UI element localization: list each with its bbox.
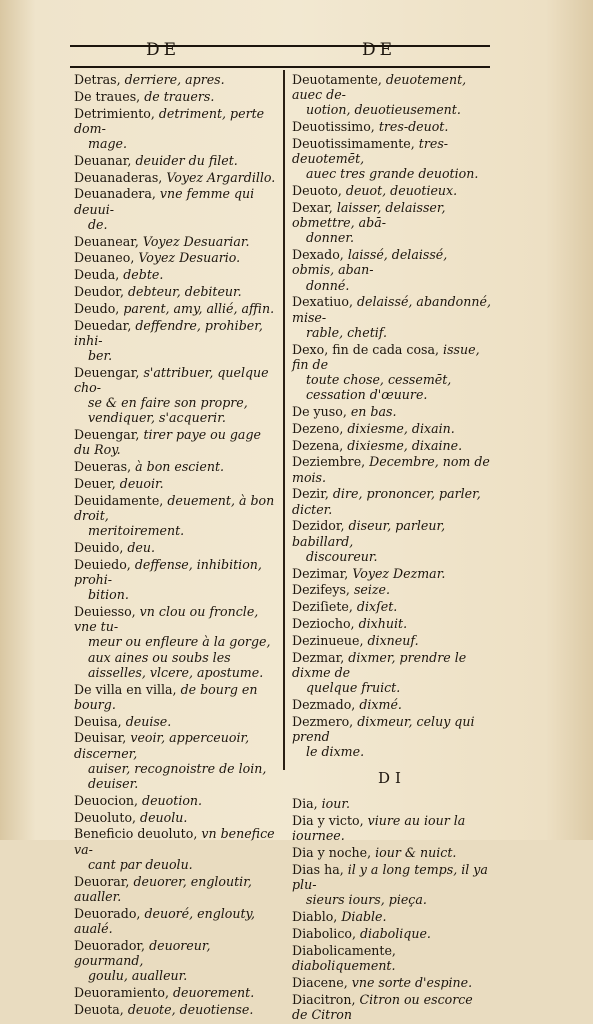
entry-headword: Dia, — [292, 796, 318, 812]
entry-definition: tres-deuotemēt, — [292, 136, 449, 167]
dictionary-entry — [292, 796, 492, 811]
entry-headword: Dexado, — [292, 247, 344, 263]
entry-definition: tres-deuot. — [378, 119, 449, 135]
entry-headword: Deuengar, — [74, 427, 140, 443]
dictionary-entry — [74, 267, 278, 282]
entry-definition: deuotement, auec de- — [292, 72, 467, 103]
dictionary-entry — [292, 862, 492, 908]
entry-definition: deuote, deuotiense. — [127, 1001, 254, 1017]
entry-headword: Dezidor, — [292, 518, 345, 534]
dictionary-entry — [74, 89, 278, 104]
entry-definition: dixiesme, dixain. — [347, 420, 455, 436]
right-column-entries — [292, 72, 492, 759]
dictionary-entry — [74, 459, 278, 474]
entry-definition: deuise. — [125, 713, 172, 729]
entry-headword: Dezmar, — [292, 649, 345, 665]
entry-headword: Deuotissimo, — [292, 119, 375, 135]
entry-headword: Deuotamente, — [292, 72, 382, 87]
entry-definition: Citron ou escorce de Citron — [292, 991, 473, 1022]
dictionary-entry — [292, 714, 492, 760]
entry-definition-continued: de. — [88, 216, 108, 232]
entry-headword: Deuer, — [74, 475, 116, 491]
dictionary-entry — [292, 650, 492, 696]
entry-definition: dixmé. — [359, 696, 402, 712]
entry-headword: Deuoto, — [292, 183, 342, 199]
left-column — [74, 72, 278, 1018]
entry-definition: Diable. — [341, 909, 387, 925]
entry-definition: derriere, apres. — [124, 72, 225, 87]
entry-definition-continued: le dixme. — [306, 744, 365, 759]
entry-headword: Detras, — [74, 72, 121, 87]
entry-headword: De yuso, — [292, 404, 347, 420]
dictionary-entry — [74, 540, 278, 555]
entry-headword: Dia y victo, — [292, 813, 364, 829]
dictionary-entry — [74, 72, 278, 87]
dictionary-entry — [74, 1002, 278, 1017]
dictionary-entry — [292, 136, 492, 182]
entry-headword: Deuedar, — [74, 317, 132, 333]
entry-headword: Dezmado, — [292, 696, 356, 712]
dictionary-entry — [74, 604, 278, 680]
entry-definition: deuolu. — [140, 809, 188, 825]
entry-definition: deu. — [127, 539, 155, 555]
entry-headword: Diablo, — [292, 909, 338, 925]
entry-definition: diaboliquement. — [292, 958, 396, 973]
entry-definition: debteur, debiteur. — [127, 283, 242, 299]
entry-headword: Deuiesso, — [74, 603, 136, 619]
dictionary-entry — [292, 909, 492, 924]
dictionary-entry — [292, 992, 492, 1022]
entry-headword: Deuidamente, — [74, 492, 164, 508]
dictionary-entry — [292, 975, 492, 990]
running-header — [70, 40, 490, 64]
entry-definition: vne femme qui deuui- — [74, 186, 255, 217]
entry-headword: Deuoramiento, — [74, 984, 169, 1000]
dictionary-entry — [292, 438, 492, 453]
dictionary-entry — [292, 845, 492, 860]
entry-definition-continued: discoureur. — [306, 548, 378, 564]
dictionary-entry — [292, 294, 492, 340]
entry-definition-continued: ber. — [88, 347, 113, 363]
entry-headword: Diacitron, — [292, 991, 356, 1007]
entry-definition: Voyez Desuariar. — [142, 233, 250, 249]
dictionary-entry — [292, 566, 492, 581]
dictionary-entry — [74, 250, 278, 265]
entry-headword: Dezinueue, — [292, 632, 364, 648]
entry-definition: vne sorte d'espine. — [351, 974, 473, 990]
entry-headword: Deuisar, — [74, 730, 127, 746]
entry-definition: iour & nuict. — [375, 845, 457, 861]
entry-headword: Deuorador, — [74, 937, 146, 953]
entry-definition-continued: bition. — [88, 587, 129, 603]
entry-headword: Diabolicamente, — [292, 942, 396, 958]
dictionary-entry — [74, 427, 278, 457]
entry-definition: dire, prononcer, parler, dicter. — [292, 486, 481, 517]
entry-headword: Dexar, — [292, 200, 333, 215]
dictionary-entry — [74, 301, 278, 316]
dictionary-entry — [74, 985, 278, 1000]
entry-definition: vn clou ou froncle, vne tu- — [74, 603, 259, 635]
entry-definition-continued: se & en faire son propre, vendiquer, s'acquerir. — [88, 395, 248, 426]
dictionary-entry — [292, 926, 492, 941]
entry-headword: Deuotissimamente, — [292, 136, 415, 151]
entry-definition-continued: goulu, aualleur. — [88, 968, 188, 983]
entry-headword: Deuiedo, — [74, 556, 131, 572]
entry-definition-continued: toute chose, cessemēt, cessation d'œuure. — [306, 372, 452, 403]
entry-definition: detriment, perte dom- — [74, 105, 265, 136]
entry-definition: delaissé, abandonné, mise- — [292, 294, 491, 325]
dictionary-entry — [74, 234, 278, 249]
entry-headword: Deuorar, — [74, 873, 130, 889]
section-heading-di: DI — [378, 769, 406, 788]
entry-definition: Voyez Dezmar. — [352, 565, 446, 581]
entry-definition: iour. — [321, 796, 351, 812]
dictionary-entry — [74, 730, 278, 791]
dictionary-entry — [74, 186, 278, 232]
entry-definition: de trauers. — [144, 88, 215, 104]
entry-definition-continued: cant par deuolu. — [88, 856, 193, 872]
entry-definition-continued: meritoirement. — [88, 523, 185, 539]
dictionary-entry — [292, 486, 492, 516]
entry-definition: viure au iour la iournee. — [292, 813, 466, 844]
entry-headword: Dezir, — [292, 486, 329, 502]
entry-definition: diabolique. — [360, 926, 431, 941]
dictionary-entry — [74, 318, 278, 364]
dictionary-entry — [74, 874, 278, 904]
entry-headword: Deuda, — [74, 267, 120, 283]
entry-definition: Decembre, nom de mois. — [292, 454, 490, 485]
di-section-entries — [292, 796, 492, 1022]
dictionary-entry — [74, 714, 278, 729]
entry-headword: Deziſiete, — [292, 599, 353, 615]
entry-headword: Deziembre, — [292, 454, 366, 470]
entry-definition-continued: meur ou enfleure à la gorge, aux aines ou soubs les aisselles, vlcere, apostume. — [88, 634, 271, 680]
dictionary-entry — [292, 697, 492, 712]
entry-definition-continued: auec tres grande deuotion. — [306, 166, 479, 182]
entry-definition: dixhuit. — [358, 616, 408, 631]
entry-headword: Deuoluto, — [74, 809, 137, 825]
entry-definition: deuoreur, gourmand, — [74, 937, 211, 968]
entry-definition: dixſet. — [356, 599, 398, 615]
dictionary-entry — [74, 106, 278, 152]
entry-definition: diseur, parleur, babillard, — [292, 518, 446, 549]
dictionary-entry — [292, 119, 492, 134]
entry-headword: De villa en villa, — [74, 681, 177, 697]
entry-definition: issue, fin de — [292, 341, 480, 372]
entry-definition: seize. — [353, 582, 390, 598]
entry-headword: Deuengar, — [74, 364, 140, 380]
dictionary-entry — [74, 938, 278, 984]
dictionary-entry — [292, 247, 492, 293]
entry-definition: laissé, delaissé, obmis, aban- — [292, 247, 448, 278]
entry-definition: tirer paye ou gage du Roy. — [74, 427, 261, 458]
entry-definition: deuider du filet. — [135, 152, 238, 168]
entry-headword: Deziocho, — [292, 616, 355, 631]
entry-headword: Deuota, — [74, 1001, 124, 1017]
entry-headword: Dezena, — [292, 437, 344, 453]
entry-definition: dixiesme, dixaine. — [347, 437, 463, 453]
entry-definition: deuement, à bon droit, — [74, 492, 275, 523]
entry-headword: Dezifeys, — [292, 582, 350, 598]
dictionary-entry — [292, 200, 492, 246]
dictionary-entry — [292, 183, 492, 198]
right-column — [292, 72, 492, 1024]
entry-definition: deuoir. — [119, 475, 164, 491]
entry-headword: Dia y noche, — [292, 845, 372, 861]
dictionary-entry — [292, 518, 492, 564]
dictionary-entry — [292, 404, 492, 419]
header-right-word: DE — [362, 40, 397, 60]
entry-definition: s'attribuer, quelque cho- — [74, 364, 269, 395]
dictionary-entry — [292, 72, 492, 118]
entry-definition: vn benefice va- — [74, 826, 275, 857]
entry-headword: Diacene, — [292, 974, 348, 990]
entry-definition: il y a long temps, il ya plu- — [292, 862, 488, 893]
dictionary-entry — [74, 170, 278, 185]
entry-definition: veoir, apperceuoir, discerner, — [74, 730, 250, 761]
entry-definition: dixneuf. — [367, 632, 419, 648]
entry-headword: Deuanadera, — [74, 186, 156, 202]
dictionary-entry — [74, 365, 278, 426]
entry-headword: Deuanar, — [74, 152, 132, 168]
entry-definition: en bas. — [350, 404, 397, 420]
entry-headword: Deuorado, — [74, 905, 141, 921]
entry-headword: Dexatiuo, — [292, 294, 353, 310]
entry-definition: deuot, deuotieux. — [345, 183, 458, 199]
header-left-word: DE — [146, 40, 181, 60]
dictionary-entry — [292, 342, 492, 403]
entry-definition: deffense, inhibition, prohi- — [74, 556, 262, 587]
entry-definition-continued: donner. — [306, 230, 354, 246]
entry-headword: Deuido, — [74, 539, 124, 555]
entry-headword: Deuisa, — [74, 713, 122, 729]
entry-headword: Deudor, — [74, 283, 124, 299]
entry-headword: Dezmero, — [292, 713, 354, 729]
entry-headword: Dezimar, — [292, 565, 349, 581]
header-rule-bottom — [70, 66, 490, 68]
entry-definition-continued: donné. — [306, 277, 350, 293]
dictionary-entry — [74, 906, 278, 936]
entry-definition: de bourg en bourg. — [74, 681, 258, 712]
dictionary-entry — [74, 476, 278, 491]
dictionary-entry — [292, 616, 492, 631]
entry-headword: Dexo, fin de cada cosa, — [292, 341, 440, 357]
entry-headword: Dias ha, — [292, 862, 344, 877]
entry-definition: dixmer, prendre le dixme de — [292, 649, 467, 680]
dictionary-entry — [74, 682, 278, 712]
entry-headword: De traues, — [74, 88, 141, 104]
dictionary-entry — [74, 810, 278, 825]
entry-headword: Beneficio deuoluto, — [74, 826, 198, 842]
entry-headword: Deuocion, — [74, 792, 139, 808]
entry-headword: Deudo, — [74, 300, 120, 316]
entry-definition-continued: sieurs iours, pieça. — [306, 892, 427, 908]
entry-definition: dixmeur, celuy qui prend — [292, 713, 475, 744]
entry-headword: Deueras, — [74, 459, 132, 475]
entry-headword: Deuanaderas, — [74, 169, 163, 185]
entry-definition: Voyez Desuario. — [138, 250, 241, 266]
dictionary-entry — [74, 284, 278, 299]
dictionary-entry — [292, 633, 492, 648]
dictionary-entry — [292, 599, 492, 614]
entry-definition: parent, amy, allié, affin. — [123, 300, 275, 316]
entry-headword: Dezeno, — [292, 420, 344, 436]
dictionary-entry — [74, 493, 278, 539]
entry-definition-continued: uotion, deuotieusement. — [306, 102, 461, 118]
dictionary-entry — [292, 582, 492, 597]
entry-headword: Diabolico, — [292, 926, 356, 941]
entry-definition: deuorer, engloutir, aualler. — [74, 873, 252, 904]
entry-headword: Deuaneo, — [74, 250, 135, 266]
dictionary-entry — [74, 826, 278, 872]
dictionary-entry — [74, 153, 278, 168]
dictionary-entry — [292, 943, 492, 973]
entry-definition: Voyez Argardillo. — [166, 169, 276, 185]
dictionary-entry — [292, 421, 492, 436]
entry-definition: deuoré, englouty, aualé. — [74, 905, 255, 936]
dictionary-entry — [292, 813, 492, 843]
entry-headword: Detrimiento, — [74, 105, 155, 121]
entry-definition: laisser, delaisser, obmettre, abā- — [292, 200, 446, 231]
entry-definition: deffendre, prohiber, inhi- — [74, 317, 263, 348]
entry-definition: à bon escient. — [135, 459, 225, 475]
dictionary-entry — [292, 454, 492, 484]
entry-definition: deuotion. — [142, 792, 203, 808]
dictionary-entry — [74, 557, 278, 603]
entry-definition-continued: mage. — [88, 136, 127, 151]
entry-definition: deuorement. — [172, 984, 255, 1000]
entry-headword: Deuanear, — [74, 233, 139, 249]
entry-definition-continued: rable, chetif. — [306, 324, 387, 340]
entry-definition: debte. — [123, 267, 164, 283]
column-divider — [283, 70, 285, 770]
entry-definition-continued: quelque fruict. — [306, 680, 401, 695]
dictionary-entry — [74, 793, 278, 808]
entry-definition-continued: auiser, recognoistre de loin, deuiser. — [88, 760, 267, 791]
